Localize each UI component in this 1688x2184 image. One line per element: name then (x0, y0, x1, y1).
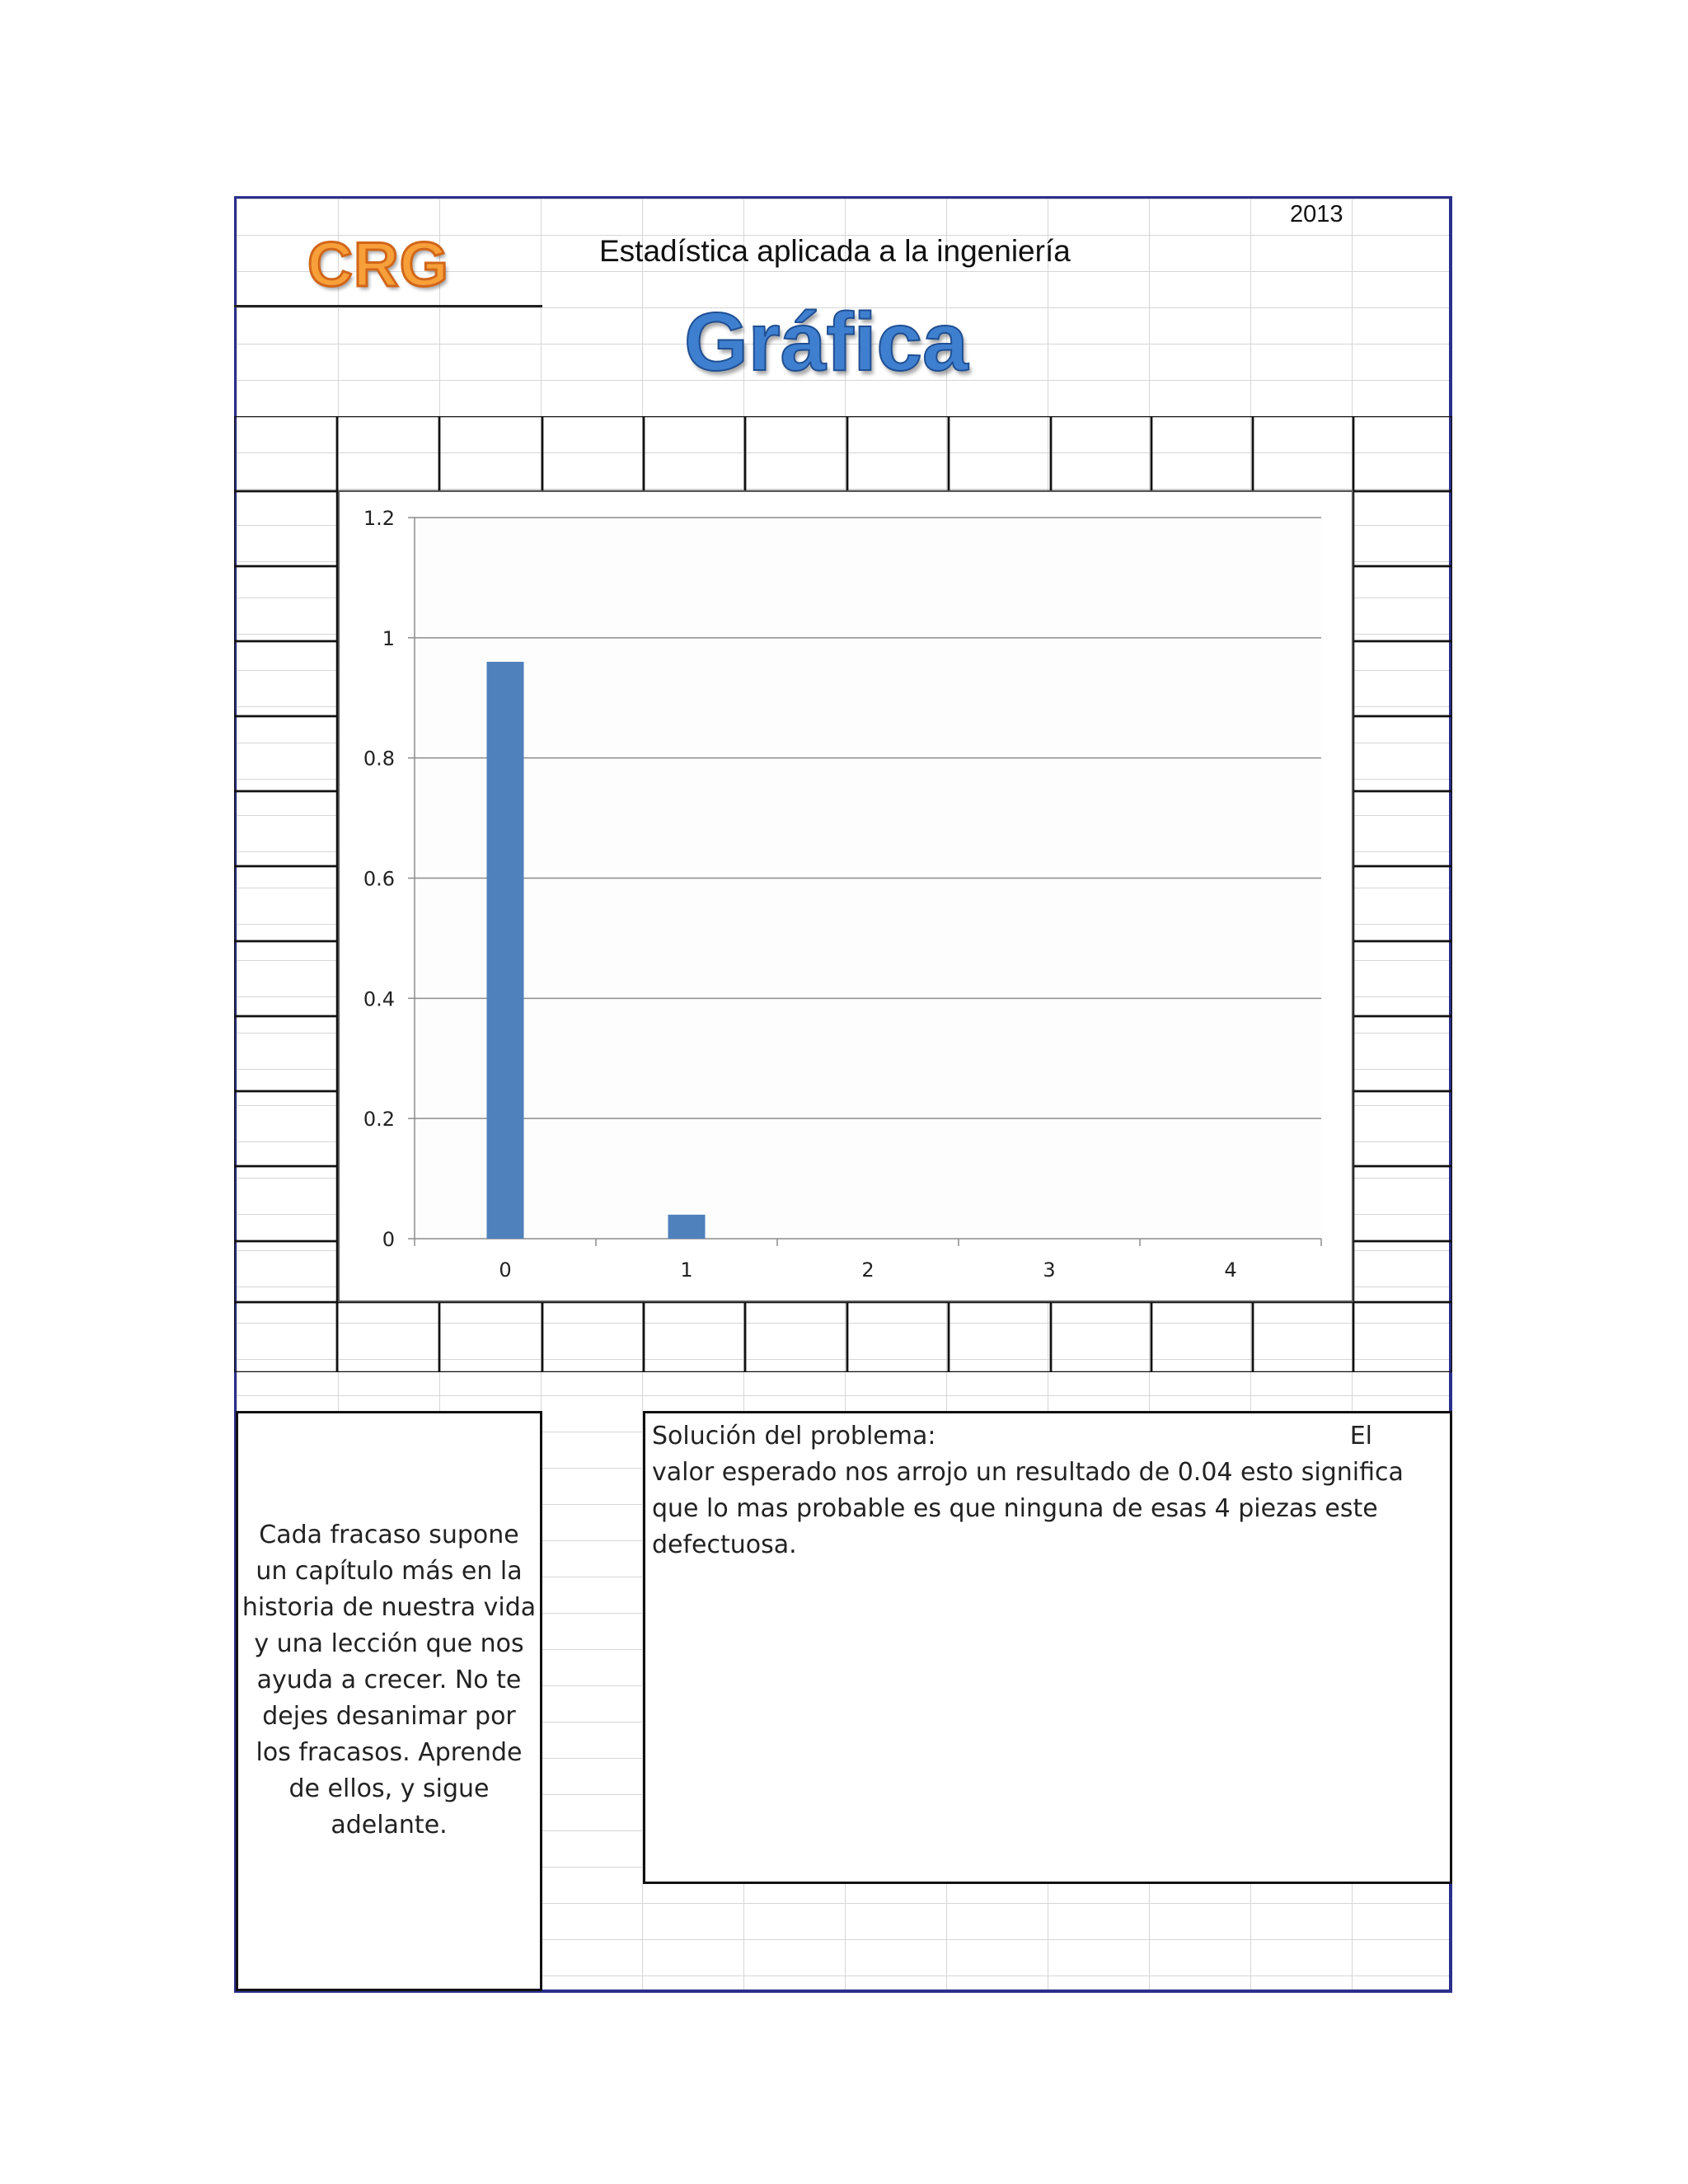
grid-cell (847, 416, 949, 491)
crg-logo: CRG (307, 230, 449, 300)
grid-cell (234, 1016, 337, 1091)
grid-cell (1151, 1302, 1253, 1372)
grid-cell (234, 416, 337, 491)
grid-cell (234, 941, 337, 1016)
grid-cell (1353, 716, 1452, 791)
grid-cell (234, 1091, 337, 1166)
grid-cell (337, 416, 439, 491)
grid-cell (542, 1302, 644, 1372)
year-label: 2013 (1290, 201, 1343, 227)
grid-cell (847, 1302, 949, 1372)
y-tick-label: 0.8 (363, 747, 395, 771)
grid-cell (542, 416, 644, 491)
y-tick-label: 0 (382, 1228, 395, 1251)
grid-cell (234, 641, 337, 716)
grid-cell (439, 1302, 542, 1372)
bar-chart (338, 490, 1353, 1302)
grid-cell (234, 491, 337, 566)
solution-text: valor esperado nos arrojo un resultado de 0.04 esto significa que lo mas probable es que ninguna de esas 4 piezas este defectuosa. (652, 1458, 1404, 1559)
solution-box (643, 1411, 1452, 1884)
grid-cell (949, 1302, 1051, 1372)
y-tick-label: 0.6 (363, 867, 395, 891)
grid-cell (1151, 416, 1253, 491)
logo-underline (234, 305, 542, 307)
grid-cell (1353, 791, 1452, 866)
grid-cell (1353, 491, 1452, 566)
grid-cell (1051, 1302, 1151, 1372)
solution-label-tail: El (1349, 1422, 1372, 1451)
grid-cell (1253, 1302, 1353, 1372)
grid-cell (1353, 1302, 1452, 1372)
grid-cell (234, 866, 337, 941)
grid-cell (1051, 416, 1151, 491)
grid-cell (1353, 1166, 1452, 1241)
grid-cell (337, 1302, 439, 1372)
grid-cell (1353, 941, 1452, 1016)
bar-1 (668, 1215, 706, 1239)
y-tick-label: 0.2 (363, 1108, 395, 1132)
x-tick-label: 4 (1224, 1258, 1237, 1282)
x-tick-label: 2 (861, 1258, 874, 1282)
quote-box (236, 1411, 542, 1991)
x-tick-label: 1 (680, 1258, 693, 1282)
grid-cell (745, 1302, 847, 1372)
grid-cell (234, 1241, 337, 1302)
grid-cell (234, 566, 337, 641)
solution-label: Solución del problema: (652, 1422, 936, 1451)
x-tick-label: 3 (1043, 1258, 1056, 1282)
grid-cell (1353, 1091, 1452, 1166)
page-title: Gráfica (684, 296, 968, 388)
grid-cell (1353, 641, 1452, 716)
grid-cell (949, 416, 1051, 491)
grid-cell (1353, 866, 1452, 941)
grid-cell (1353, 1016, 1452, 1091)
bar-0 (487, 662, 524, 1239)
grid-cell (1253, 416, 1353, 491)
grid-cell (439, 416, 542, 491)
grid-cell (1353, 416, 1452, 491)
solution-heading-row (652, 1418, 1447, 1455)
y-tick-label: 1 (382, 626, 395, 650)
grid-cell (1353, 1241, 1452, 1302)
grid-cell (644, 1302, 745, 1372)
grid-cell (234, 791, 337, 866)
grid-cell (234, 1302, 337, 1372)
grid-cell (234, 716, 337, 791)
grid-cell (1353, 566, 1452, 641)
x-tick-label: 0 (499, 1258, 512, 1282)
grid-cell (644, 416, 745, 491)
page-subtitle: Estadística aplicada a la ingeniería (599, 234, 1071, 268)
y-tick-label: 0.4 (363, 987, 395, 1011)
grid-cell (745, 416, 847, 491)
y-tick-label: 1.2 (363, 507, 395, 530)
quote-text: Cada fracaso supone un capítulo más en la historia de nuestra vida y una lección que nos ayuda a crecer. No te dejes desanimar por los fracasos. Aprende de ellos, y sigue adelante. (241, 1521, 537, 1840)
grid-cell (234, 1166, 337, 1241)
